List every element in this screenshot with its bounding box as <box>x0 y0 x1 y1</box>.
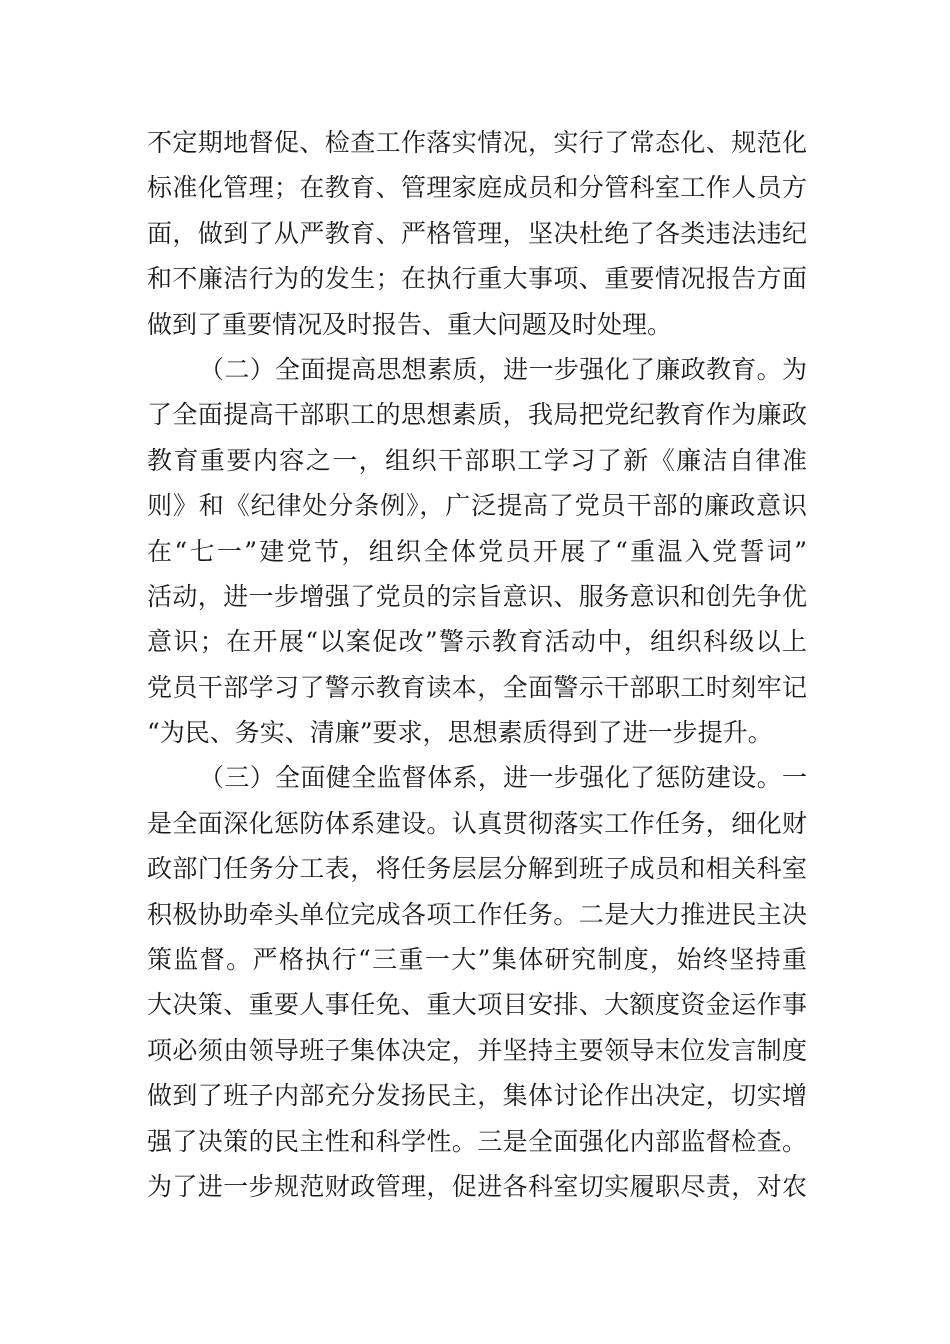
text-line: 为了进一步规范财政管理，促进各科室切实履职尽责，对农 <box>147 1171 807 1201</box>
body-text <box>147 120 807 1209</box>
paragraph-heading-line: （三）全面健全监督体系，进一步强化了惩防建设。一 <box>199 763 807 793</box>
text-line: 做到了重要情况及时报告、重大问题及时处理。 <box>147 309 673 339</box>
text-line: “为民、务实、清廉”要求，思想素质得到了进一步提升。 <box>147 718 773 748</box>
paragraph-1 <box>147 120 807 347</box>
text-line: 则》和《纪律处分条例》，广泛提高了党员干部的廉政意识 <box>147 491 807 521</box>
text-line: 积极协助牵头单位完成各项工作任务。二是大力推进民主决 <box>147 899 807 929</box>
text-line: 面，做到了从严教育、严格管理，坚决杜绝了各类违法违纪 <box>147 218 807 248</box>
text-line: 了全面提高干部职工的思想素质，我局把党纪教育作为廉政 <box>147 400 807 430</box>
text-line: 是全面深化惩防体系建设。认真贯彻落实工作任务，细化财 <box>147 808 807 838</box>
text-line: 大决策、重要人事任免、重大项目安排、大额度资金运作事 <box>147 990 807 1020</box>
paragraph-heading-line: （二）全面提高思想素质，进一步强化了廉政教育。为 <box>199 354 807 384</box>
text-line: 活动，进一步增强了党员的宗旨意识、服务意识和创先争优 <box>147 581 807 611</box>
text-line: 在“七一”建党节，组织全体党员开展了“重温入党誓词” <box>147 536 807 566</box>
paragraph-2 <box>147 347 807 756</box>
text-line: 做到了班子内部充分发扬民主，集体讨论作出决定，切实增 <box>147 1081 807 1111</box>
text-line: 意识；在开展“以案促改”警示教育活动中，组织科级以上 <box>147 627 807 657</box>
text-line: 策监督。严格执行“三重一大”集体研究制度，始终坚持重 <box>147 945 807 975</box>
paragraph-3 <box>147 755 807 1209</box>
text-line: 项必须由领导班子集体决定，并坚持主要领导末位发言制度 <box>147 1035 807 1065</box>
text-line: 教育重要内容之一，组织干部职工学习了新《廉洁自律准 <box>147 445 807 475</box>
text-line: 强了决策的民主性和科学性。三是全面强化内部监督检查。 <box>147 1126 807 1156</box>
text-line: 党员干部学习了警示教育读本，全面警示干部职工时刻牢记 <box>147 672 807 702</box>
text-line: 和不廉洁行为的发生；在执行重大事项、重要情况报告方面 <box>147 264 807 294</box>
text-line: 不定期地督促、检查工作落实情况，实行了常态化、规范化 <box>147 128 807 157</box>
text-line: 标准化管理；在教育、管理家庭成员和分管科室工作人员方 <box>147 173 807 203</box>
text-line: 政部门任务分工表，将任务层层分解到班子成员和相关科室 <box>147 854 807 884</box>
